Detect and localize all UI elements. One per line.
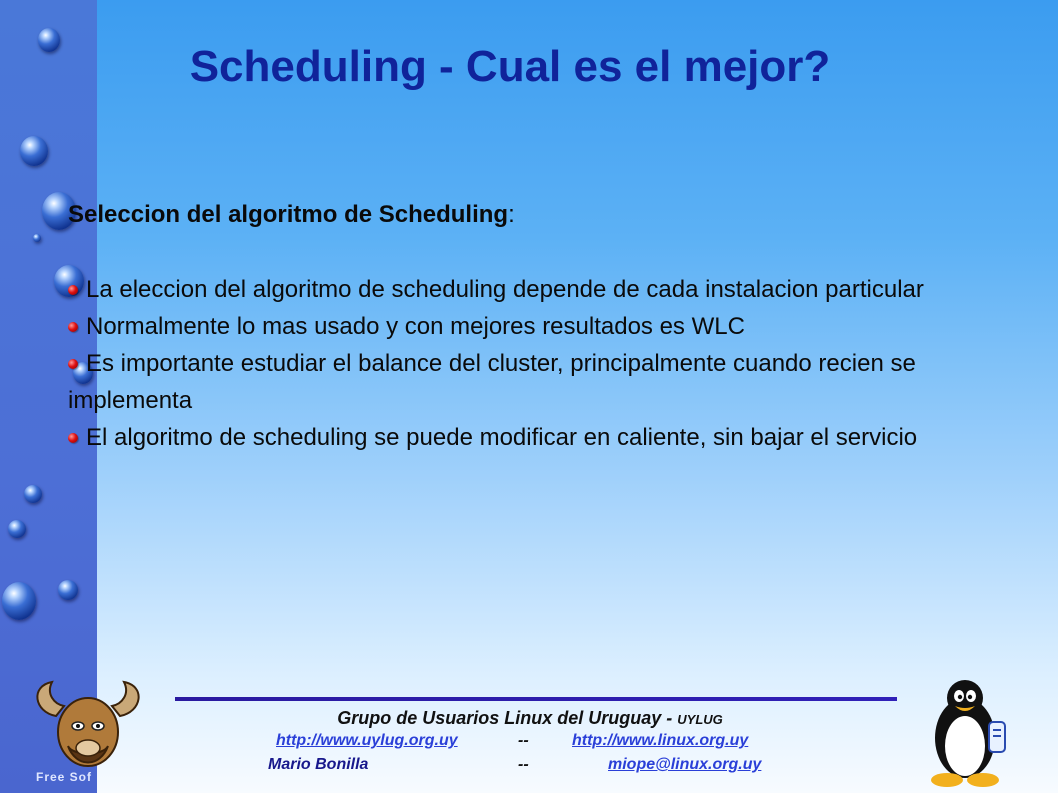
bullet-text: El algoritmo de scheduling se puede modificar en caliente, sin bajar el servicio: [86, 424, 918, 451]
bubble-decoration: [24, 485, 42, 503]
footer-org-name: Grupo de Usuarios Linux del Uruguay -: [337, 708, 673, 728]
bullet-item: [68, 308, 1008, 345]
bullet-icon: [68, 359, 78, 369]
subheading-text: Seleccion del algoritmo de Scheduling: [68, 201, 509, 228]
footer-org: [170, 706, 890, 732]
footer-separator: --: [518, 756, 529, 773]
bullet-item: [68, 419, 1008, 456]
footer-links-row: [170, 732, 890, 756]
bullet-text: Normalmente lo mas usado y con mejores resultados es WLC: [86, 313, 745, 340]
author-email-link[interactable]: miope@linux.org.uy: [608, 756, 762, 773]
footer-org-abbr: UYLUG: [677, 712, 723, 727]
footer-author-row: [170, 756, 890, 780]
gnu-caption: Free Sof: [36, 770, 93, 784]
bubble-decoration: [38, 28, 60, 52]
bullet-icon: [68, 322, 78, 332]
linux-org-link[interactable]: http://www.linux.org.uy: [572, 732, 749, 749]
footer-author: Mario Bonilla: [268, 756, 369, 773]
subheading-colon: :: [508, 201, 515, 228]
slide-content: [68, 196, 1008, 456]
bubble-decoration: [20, 136, 48, 166]
bullet-text: Es importante estudiar el balance del cluster, principalmente cuando recien se implementa: [68, 350, 916, 414]
bubble-decoration: [33, 234, 41, 242]
slide-footer: [170, 706, 890, 780]
uylug-link[interactable]: http://www.uylug.org.uy: [276, 732, 458, 749]
slide-subheading: [68, 196, 1008, 233]
bullet-text: La eleccion del algoritmo de scheduling depende de cada instalacion particular: [86, 276, 924, 303]
bullet-icon: [68, 285, 78, 295]
bullet-icon: [68, 433, 78, 443]
bubble-decoration: [8, 520, 26, 538]
bullet-item: [68, 345, 1008, 419]
bullet-item: [68, 271, 1008, 308]
footer-separator: --: [518, 732, 529, 749]
slide-title: Scheduling - Cual es el mejor?: [189, 42, 831, 91]
footer-divider: [175, 697, 897, 701]
tux-penguin-icon: [915, 676, 1025, 788]
bubble-decoration: [2, 582, 36, 620]
gnu-logo-icon: [26, 676, 150, 772]
bubble-decoration: [58, 580, 78, 600]
